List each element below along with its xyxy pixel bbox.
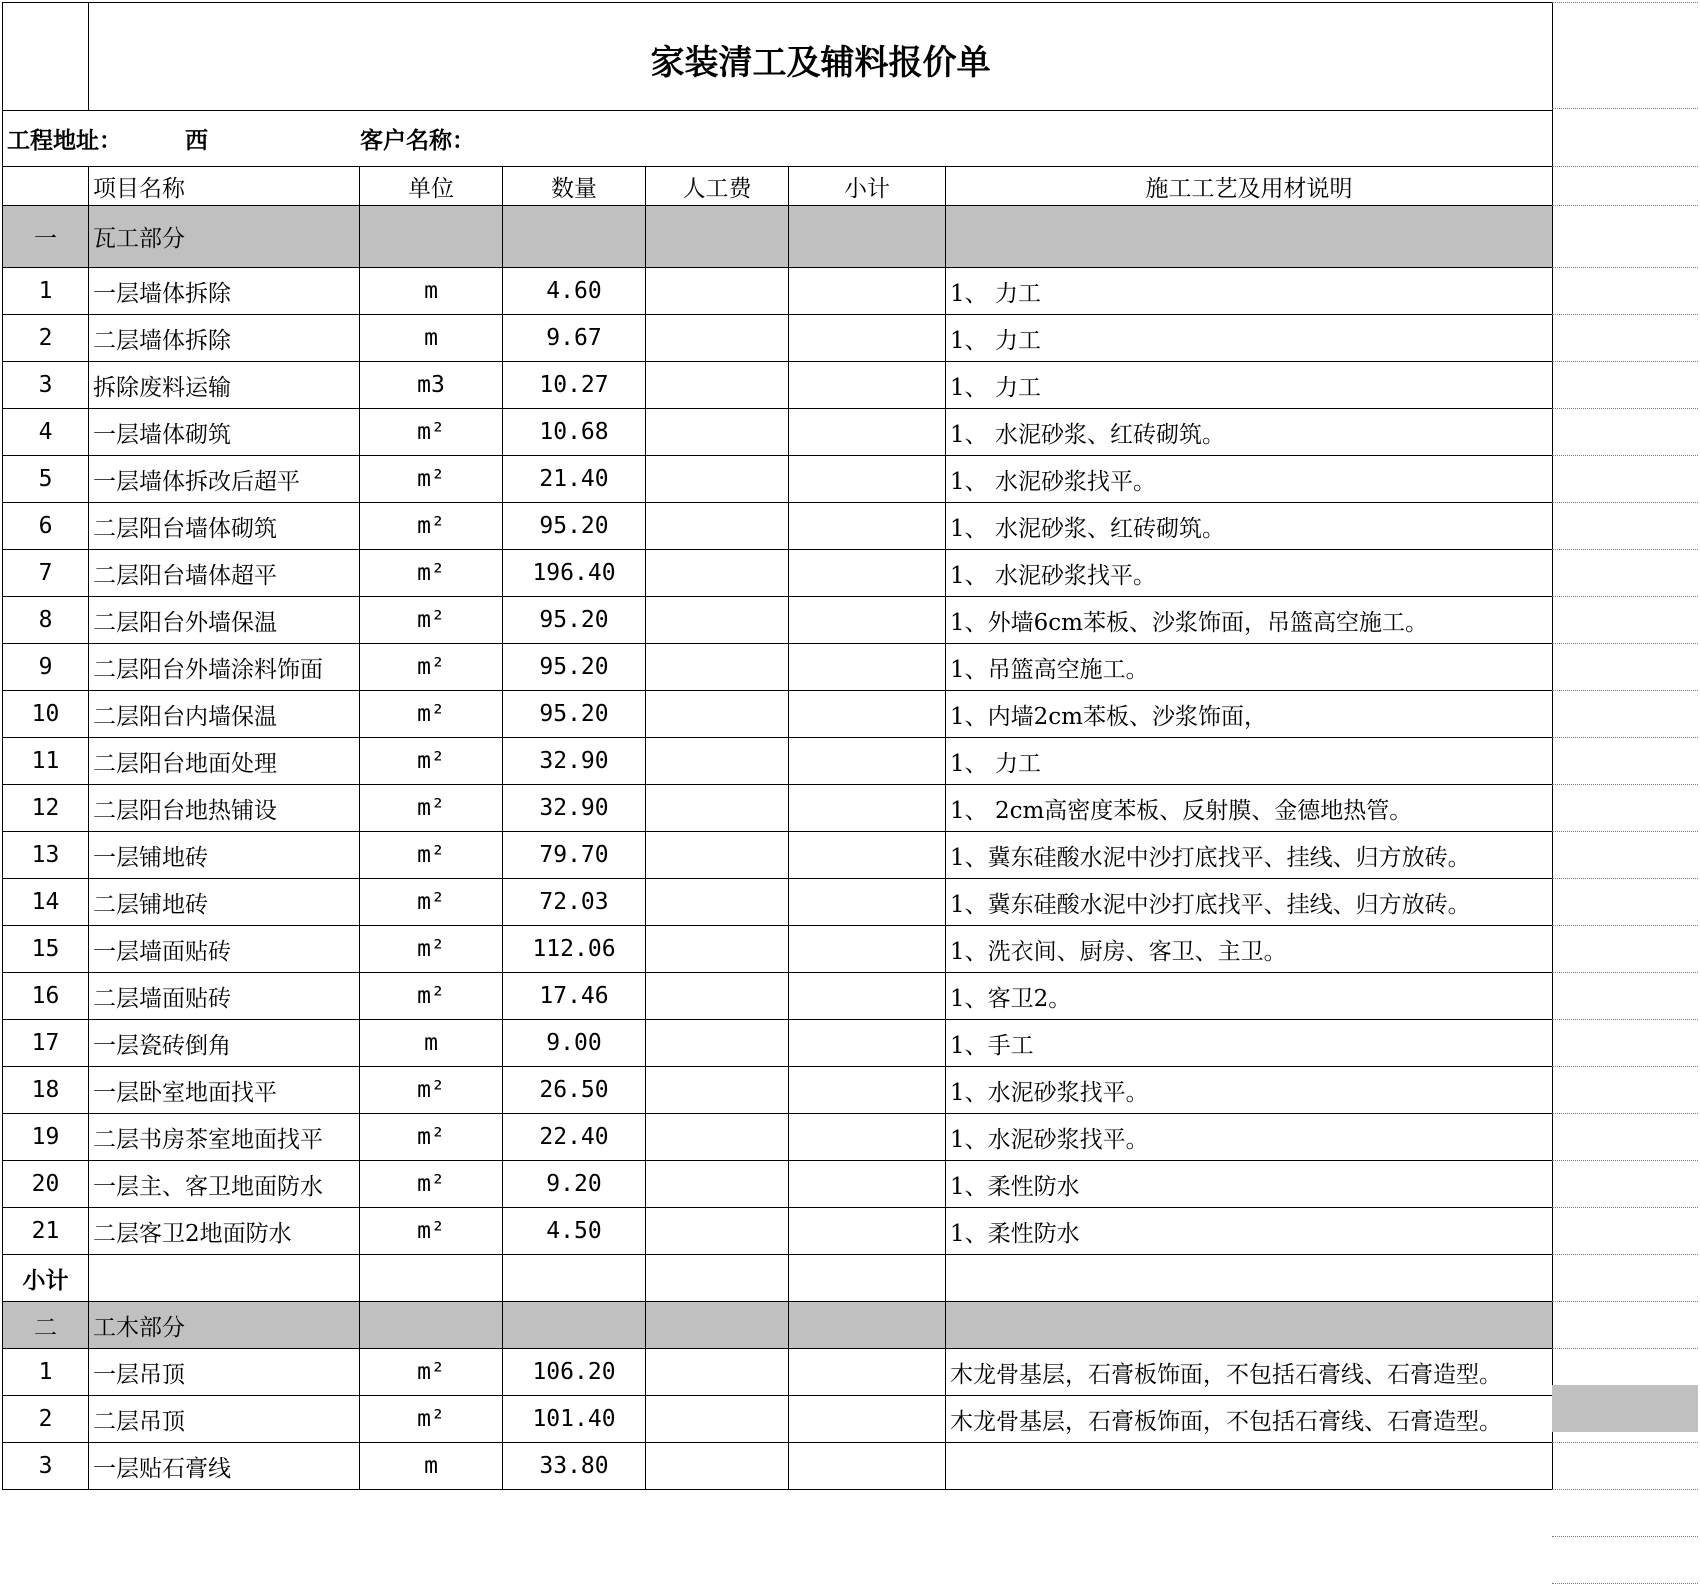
gridline bbox=[1552, 1536, 1698, 1537]
row-subtotal bbox=[789, 456, 946, 503]
row-description: 1、冀东硅酸水泥中沙打底找平、挂线、归方放砖。 bbox=[946, 879, 1553, 926]
header-unit: 单位 bbox=[360, 167, 503, 206]
row-labor bbox=[646, 597, 789, 644]
row-description: 1、柔性防水 bbox=[946, 1208, 1553, 1255]
row-subtotal bbox=[789, 597, 946, 644]
row-labor bbox=[646, 362, 789, 409]
row-subtotal bbox=[789, 315, 946, 362]
row-quantity: 26.50 bbox=[503, 1067, 646, 1114]
section-cell bbox=[646, 1302, 789, 1349]
row-description: 木龙骨基层，石膏板饰面，不包括石膏线、石膏造型。 bbox=[946, 1349, 1553, 1396]
table-row bbox=[3, 1020, 1553, 1067]
row-number: 4 bbox=[3, 409, 89, 456]
row-labor bbox=[646, 268, 789, 315]
section-cell bbox=[946, 206, 1553, 268]
subtotal-label: 小计 bbox=[3, 1255, 89, 1302]
row-item-name: 二层铺地砖 bbox=[89, 879, 360, 926]
table-row bbox=[3, 456, 1553, 503]
row-labor bbox=[646, 785, 789, 832]
row-labor bbox=[646, 550, 789, 597]
row-subtotal bbox=[789, 409, 946, 456]
row-description: 1、吊篮高空施工。 bbox=[946, 644, 1553, 691]
row-description: 1、 水泥砂浆找平。 bbox=[946, 456, 1553, 503]
row-quantity: 112.06 bbox=[503, 926, 646, 973]
row-quantity: 4.50 bbox=[503, 1208, 646, 1255]
row-description: 1、 力工 bbox=[946, 315, 1553, 362]
row-unit: m bbox=[360, 315, 503, 362]
row-quantity: 79.70 bbox=[503, 832, 646, 879]
gridline bbox=[1552, 643, 1698, 644]
header-quantity: 数量 bbox=[503, 167, 646, 206]
gridline bbox=[1552, 2, 1698, 3]
row-number: 11 bbox=[3, 738, 89, 785]
section-band bbox=[1552, 1385, 1698, 1432]
row-subtotal bbox=[789, 879, 946, 926]
row-quantity: 95.20 bbox=[503, 597, 646, 644]
row-item-name: 二层阳台墙体砌筑 bbox=[89, 503, 360, 550]
row-description: 1、 水泥砂浆找平。 bbox=[946, 550, 1553, 597]
row-labor bbox=[646, 1114, 789, 1161]
table-row bbox=[3, 691, 1553, 738]
row-description: 1、 力工 bbox=[946, 738, 1553, 785]
row-item-name: 一层卧室地面找平 bbox=[89, 1067, 360, 1114]
section-cell bbox=[360, 206, 503, 268]
row-quantity: 21.40 bbox=[503, 456, 646, 503]
header-index bbox=[3, 167, 89, 206]
section-row-carpentry bbox=[3, 1302, 1553, 1349]
row-labor bbox=[646, 738, 789, 785]
gridline bbox=[1552, 267, 1698, 268]
gridline bbox=[1552, 361, 1698, 362]
row-quantity: 106.20 bbox=[503, 1349, 646, 1396]
section-cell bbox=[946, 1302, 1553, 1349]
section-index: 一 bbox=[3, 206, 89, 268]
row-description: 1、内墙2cm苯板、沙浆饰面， bbox=[946, 691, 1553, 738]
header-row bbox=[3, 167, 1553, 206]
row-labor bbox=[646, 1161, 789, 1208]
gridline bbox=[1552, 108, 1698, 109]
row-number: 1 bbox=[3, 1349, 89, 1396]
gridline bbox=[1552, 1207, 1698, 1208]
row-subtotal bbox=[789, 503, 946, 550]
gridline bbox=[1552, 1019, 1698, 1020]
row-item-name: 一层主、客卫地面防水 bbox=[89, 1161, 360, 1208]
gridline bbox=[1552, 972, 1698, 973]
row-item-name: 一层瓷砖倒角 bbox=[89, 1020, 360, 1067]
address-value: 西 bbox=[185, 128, 208, 154]
gridline bbox=[1552, 314, 1698, 315]
row-number: 2 bbox=[3, 1396, 89, 1443]
table-row bbox=[3, 550, 1553, 597]
row-item-name: 拆除废料运输 bbox=[89, 362, 360, 409]
row-labor bbox=[646, 926, 789, 973]
customer-label: 客户名称： bbox=[360, 128, 475, 154]
row-number: 5 bbox=[3, 456, 89, 503]
row-subtotal bbox=[789, 1161, 946, 1208]
row-item-name: 二层阳台地面处理 bbox=[89, 738, 360, 785]
row-number: 7 bbox=[3, 550, 89, 597]
header-labor: 人工费 bbox=[646, 167, 789, 206]
row-description: 木龙骨基层，石膏板饰面，不包括石膏线、石膏造型。 bbox=[946, 1396, 1553, 1443]
row-quantity: 17.46 bbox=[503, 973, 646, 1020]
row-number: 21 bbox=[3, 1208, 89, 1255]
row-labor bbox=[646, 1349, 789, 1396]
table-row bbox=[3, 926, 1553, 973]
header-subtotal: 小计 bbox=[789, 167, 946, 206]
row-subtotal bbox=[789, 785, 946, 832]
row-number: 16 bbox=[3, 973, 89, 1020]
row-number: 3 bbox=[3, 362, 89, 409]
row-unit: m² bbox=[360, 691, 503, 738]
row-quantity: 4.60 bbox=[503, 268, 646, 315]
row-number: 8 bbox=[3, 597, 89, 644]
row-subtotal bbox=[789, 832, 946, 879]
row-subtotal bbox=[789, 691, 946, 738]
row-quantity: 101.40 bbox=[503, 1396, 646, 1443]
row-quantity: 32.90 bbox=[503, 738, 646, 785]
row-description: 1、水泥砂浆找平。 bbox=[946, 1067, 1553, 1114]
row-unit: m² bbox=[360, 1208, 503, 1255]
row-item-name: 二层阳台地热铺设 bbox=[89, 785, 360, 832]
header-description: 施工工艺及用材说明 bbox=[946, 167, 1553, 206]
subtotal-cell bbox=[946, 1255, 1553, 1302]
row-unit: m² bbox=[360, 785, 503, 832]
table-row bbox=[3, 1161, 1553, 1208]
row-number: 6 bbox=[3, 503, 89, 550]
row-number: 9 bbox=[3, 644, 89, 691]
row-unit: m² bbox=[360, 644, 503, 691]
subtotal-cell bbox=[789, 1255, 946, 1302]
row-labor bbox=[646, 1208, 789, 1255]
table-row bbox=[3, 362, 1553, 409]
row-quantity: 196.40 bbox=[503, 550, 646, 597]
row-number: 1 bbox=[3, 268, 89, 315]
row-quantity: 32.90 bbox=[503, 785, 646, 832]
row-number: 14 bbox=[3, 879, 89, 926]
section-index: 二 bbox=[3, 1302, 89, 1349]
row-unit: m3 bbox=[360, 362, 503, 409]
row-labor bbox=[646, 409, 789, 456]
table-row bbox=[3, 268, 1553, 315]
table-row bbox=[3, 503, 1553, 550]
row-unit: m² bbox=[360, 1067, 503, 1114]
row-labor bbox=[646, 973, 789, 1020]
table-row bbox=[3, 1067, 1553, 1114]
row-item-name: 二层墙面贴砖 bbox=[89, 973, 360, 1020]
row-unit: m² bbox=[360, 1396, 503, 1443]
gridline bbox=[1552, 1160, 1698, 1161]
row-subtotal bbox=[789, 550, 946, 597]
gridline bbox=[1552, 1066, 1698, 1067]
row-description: 1、 水泥砂浆、红砖砌筑。 bbox=[946, 503, 1553, 550]
row-quantity: 33.80 bbox=[503, 1443, 646, 1490]
quote-table bbox=[2, 2, 1553, 1490]
row-number: 19 bbox=[3, 1114, 89, 1161]
row-item-name: 一层墙体砌筑 bbox=[89, 409, 360, 456]
row-quantity: 9.20 bbox=[503, 1161, 646, 1208]
row-item-name: 二层阳台墙体超平 bbox=[89, 550, 360, 597]
table-row bbox=[3, 973, 1553, 1020]
row-description bbox=[946, 1443, 1553, 1490]
row-unit: m² bbox=[360, 550, 503, 597]
row-number: 3 bbox=[3, 1443, 89, 1490]
row-unit: m² bbox=[360, 738, 503, 785]
row-description: 1、 2cm高密度苯板、反射膜、金德地热管。 bbox=[946, 785, 1553, 832]
address-label: 工程地址： bbox=[7, 128, 122, 154]
row-subtotal bbox=[789, 1020, 946, 1067]
row-unit: m² bbox=[360, 926, 503, 973]
sheet-title: 家装清工及辅料报价单 bbox=[89, 3, 1553, 111]
row-description: 1、 水泥砂浆、红砖砌筑。 bbox=[946, 409, 1553, 456]
row-labor bbox=[646, 456, 789, 503]
row-description: 1、外墙6cm苯板、沙浆饰面，吊篮高空施工。 bbox=[946, 597, 1553, 644]
gridline bbox=[1552, 455, 1698, 456]
gridline bbox=[1552, 596, 1698, 597]
row-unit: m bbox=[360, 268, 503, 315]
gridline bbox=[1552, 1113, 1698, 1114]
row-unit: m bbox=[360, 1020, 503, 1067]
table-row bbox=[3, 738, 1553, 785]
row-unit: m² bbox=[360, 409, 503, 456]
gridline bbox=[1552, 1254, 1698, 1255]
quote-sheet bbox=[2, 2, 1553, 1490]
gridline bbox=[1552, 831, 1698, 832]
row-subtotal bbox=[789, 1443, 946, 1490]
table-row bbox=[3, 1349, 1553, 1396]
row-unit: m² bbox=[360, 503, 503, 550]
row-quantity: 95.20 bbox=[503, 691, 646, 738]
row-unit: m² bbox=[360, 1349, 503, 1396]
row-quantity: 22.40 bbox=[503, 1114, 646, 1161]
row-description: 1、 力工 bbox=[946, 268, 1553, 315]
row-unit: m² bbox=[360, 456, 503, 503]
row-item-name: 一层墙体拆除 bbox=[89, 268, 360, 315]
table-row bbox=[3, 644, 1553, 691]
row-item-name: 一层墙体拆改后超平 bbox=[89, 456, 360, 503]
row-subtotal bbox=[789, 1396, 946, 1443]
gridline bbox=[1552, 1489, 1698, 1490]
row-subtotal bbox=[789, 268, 946, 315]
table-row bbox=[3, 1208, 1553, 1255]
subtotal-cell bbox=[360, 1255, 503, 1302]
section-name: 瓦工部分 bbox=[89, 206, 360, 268]
row-labor bbox=[646, 832, 789, 879]
row-number: 10 bbox=[3, 691, 89, 738]
table-row bbox=[3, 409, 1553, 456]
row-quantity: 95.20 bbox=[503, 644, 646, 691]
row-subtotal bbox=[789, 738, 946, 785]
row-quantity: 10.68 bbox=[503, 409, 646, 456]
section-cell bbox=[789, 1302, 946, 1349]
row-number: 13 bbox=[3, 832, 89, 879]
row-subtotal bbox=[789, 644, 946, 691]
table-row bbox=[3, 785, 1553, 832]
subtotal-row bbox=[3, 1255, 1553, 1302]
row-unit: m bbox=[360, 1443, 503, 1490]
row-item-name: 一层吊顶 bbox=[89, 1349, 360, 1396]
row-subtotal bbox=[789, 973, 946, 1020]
gridline bbox=[1552, 1442, 1698, 1443]
row-number: 2 bbox=[3, 315, 89, 362]
section-name: 工木部分 bbox=[89, 1302, 360, 1349]
row-description: 1、手工 bbox=[946, 1020, 1553, 1067]
section-cell bbox=[503, 1302, 646, 1349]
row-unit: m² bbox=[360, 1161, 503, 1208]
extra-column-area bbox=[1552, 2, 1698, 1587]
row-quantity: 10.27 bbox=[503, 362, 646, 409]
row-unit: m² bbox=[360, 973, 503, 1020]
row-labor bbox=[646, 1020, 789, 1067]
row-item-name: 二层墙体拆除 bbox=[89, 315, 360, 362]
row-item-name: 二层阳台外墙涂料饰面 bbox=[89, 644, 360, 691]
project-info-row bbox=[3, 111, 1553, 167]
row-item-name: 一层墙面贴砖 bbox=[89, 926, 360, 973]
row-description: 1、 力工 bbox=[946, 362, 1553, 409]
table-row bbox=[3, 597, 1553, 644]
row-labor bbox=[646, 1396, 789, 1443]
gridline bbox=[1552, 784, 1698, 785]
row-quantity: 9.00 bbox=[503, 1020, 646, 1067]
row-unit: m² bbox=[360, 597, 503, 644]
row-item-name: 二层阳台内墙保温 bbox=[89, 691, 360, 738]
row-item-name: 一层铺地砖 bbox=[89, 832, 360, 879]
gridline bbox=[1552, 878, 1698, 879]
gridline bbox=[1552, 737, 1698, 738]
row-description: 1、洗衣间、厨房、客卫、主卫。 bbox=[946, 926, 1553, 973]
gridline bbox=[1552, 1583, 1698, 1584]
table-row bbox=[3, 1114, 1553, 1161]
row-subtotal bbox=[789, 1208, 946, 1255]
subtotal-cell bbox=[89, 1255, 360, 1302]
row-labor bbox=[646, 691, 789, 738]
row-description: 1、柔性防水 bbox=[946, 1161, 1553, 1208]
gridline bbox=[1552, 166, 1698, 167]
subtotal-cell bbox=[503, 1255, 646, 1302]
subtotal-cell bbox=[646, 1255, 789, 1302]
title-left-cell bbox=[3, 3, 89, 111]
row-number: 15 bbox=[3, 926, 89, 973]
section-row-tiling bbox=[3, 206, 1553, 268]
row-item-name: 二层阳台外墙保温 bbox=[89, 597, 360, 644]
row-item-name: 一层贴石膏线 bbox=[89, 1443, 360, 1490]
section-cell bbox=[503, 206, 646, 268]
row-number: 20 bbox=[3, 1161, 89, 1208]
row-subtotal bbox=[789, 1067, 946, 1114]
row-item-name: 二层吊顶 bbox=[89, 1396, 360, 1443]
row-quantity: 95.20 bbox=[503, 503, 646, 550]
row-labor bbox=[646, 1067, 789, 1114]
row-item-name: 二层客卫2地面防水 bbox=[89, 1208, 360, 1255]
row-labor bbox=[646, 644, 789, 691]
gridline bbox=[1552, 1348, 1698, 1349]
section-cell bbox=[360, 1302, 503, 1349]
gridline bbox=[1552, 408, 1698, 409]
table-row bbox=[3, 1396, 1553, 1443]
row-number: 12 bbox=[3, 785, 89, 832]
row-item-name: 二层书房茶室地面找平 bbox=[89, 1114, 360, 1161]
gridline bbox=[1552, 549, 1698, 550]
row-unit: m² bbox=[360, 1114, 503, 1161]
section-cell bbox=[646, 206, 789, 268]
row-description: 1、水泥砂浆找平。 bbox=[946, 1114, 1553, 1161]
row-labor bbox=[646, 879, 789, 926]
table-row bbox=[3, 315, 1553, 362]
gridline bbox=[1552, 1301, 1698, 1302]
row-subtotal bbox=[789, 926, 946, 973]
row-subtotal bbox=[789, 1349, 946, 1396]
row-unit: m² bbox=[360, 832, 503, 879]
section-cell bbox=[789, 206, 946, 268]
row-number: 18 bbox=[3, 1067, 89, 1114]
row-description: 1、客卫2。 bbox=[946, 973, 1553, 1020]
gridline bbox=[1552, 205, 1698, 206]
row-description: 1、冀东硅酸水泥中沙打底找平、挂线、归方放砖。 bbox=[946, 832, 1553, 879]
header-item-name: 项目名称 bbox=[89, 167, 360, 206]
row-subtotal bbox=[789, 1114, 946, 1161]
row-number: 17 bbox=[3, 1020, 89, 1067]
row-labor bbox=[646, 1443, 789, 1490]
row-subtotal bbox=[789, 362, 946, 409]
row-quantity: 72.03 bbox=[503, 879, 646, 926]
row-quantity: 9.67 bbox=[503, 315, 646, 362]
gridline bbox=[1552, 502, 1698, 503]
row-labor bbox=[646, 315, 789, 362]
table-row bbox=[3, 832, 1553, 879]
table-row bbox=[3, 1443, 1553, 1490]
table-row bbox=[3, 879, 1553, 926]
row-unit: m² bbox=[360, 879, 503, 926]
row-labor bbox=[646, 503, 789, 550]
gridline bbox=[1552, 690, 1698, 691]
gridline bbox=[1552, 925, 1698, 926]
